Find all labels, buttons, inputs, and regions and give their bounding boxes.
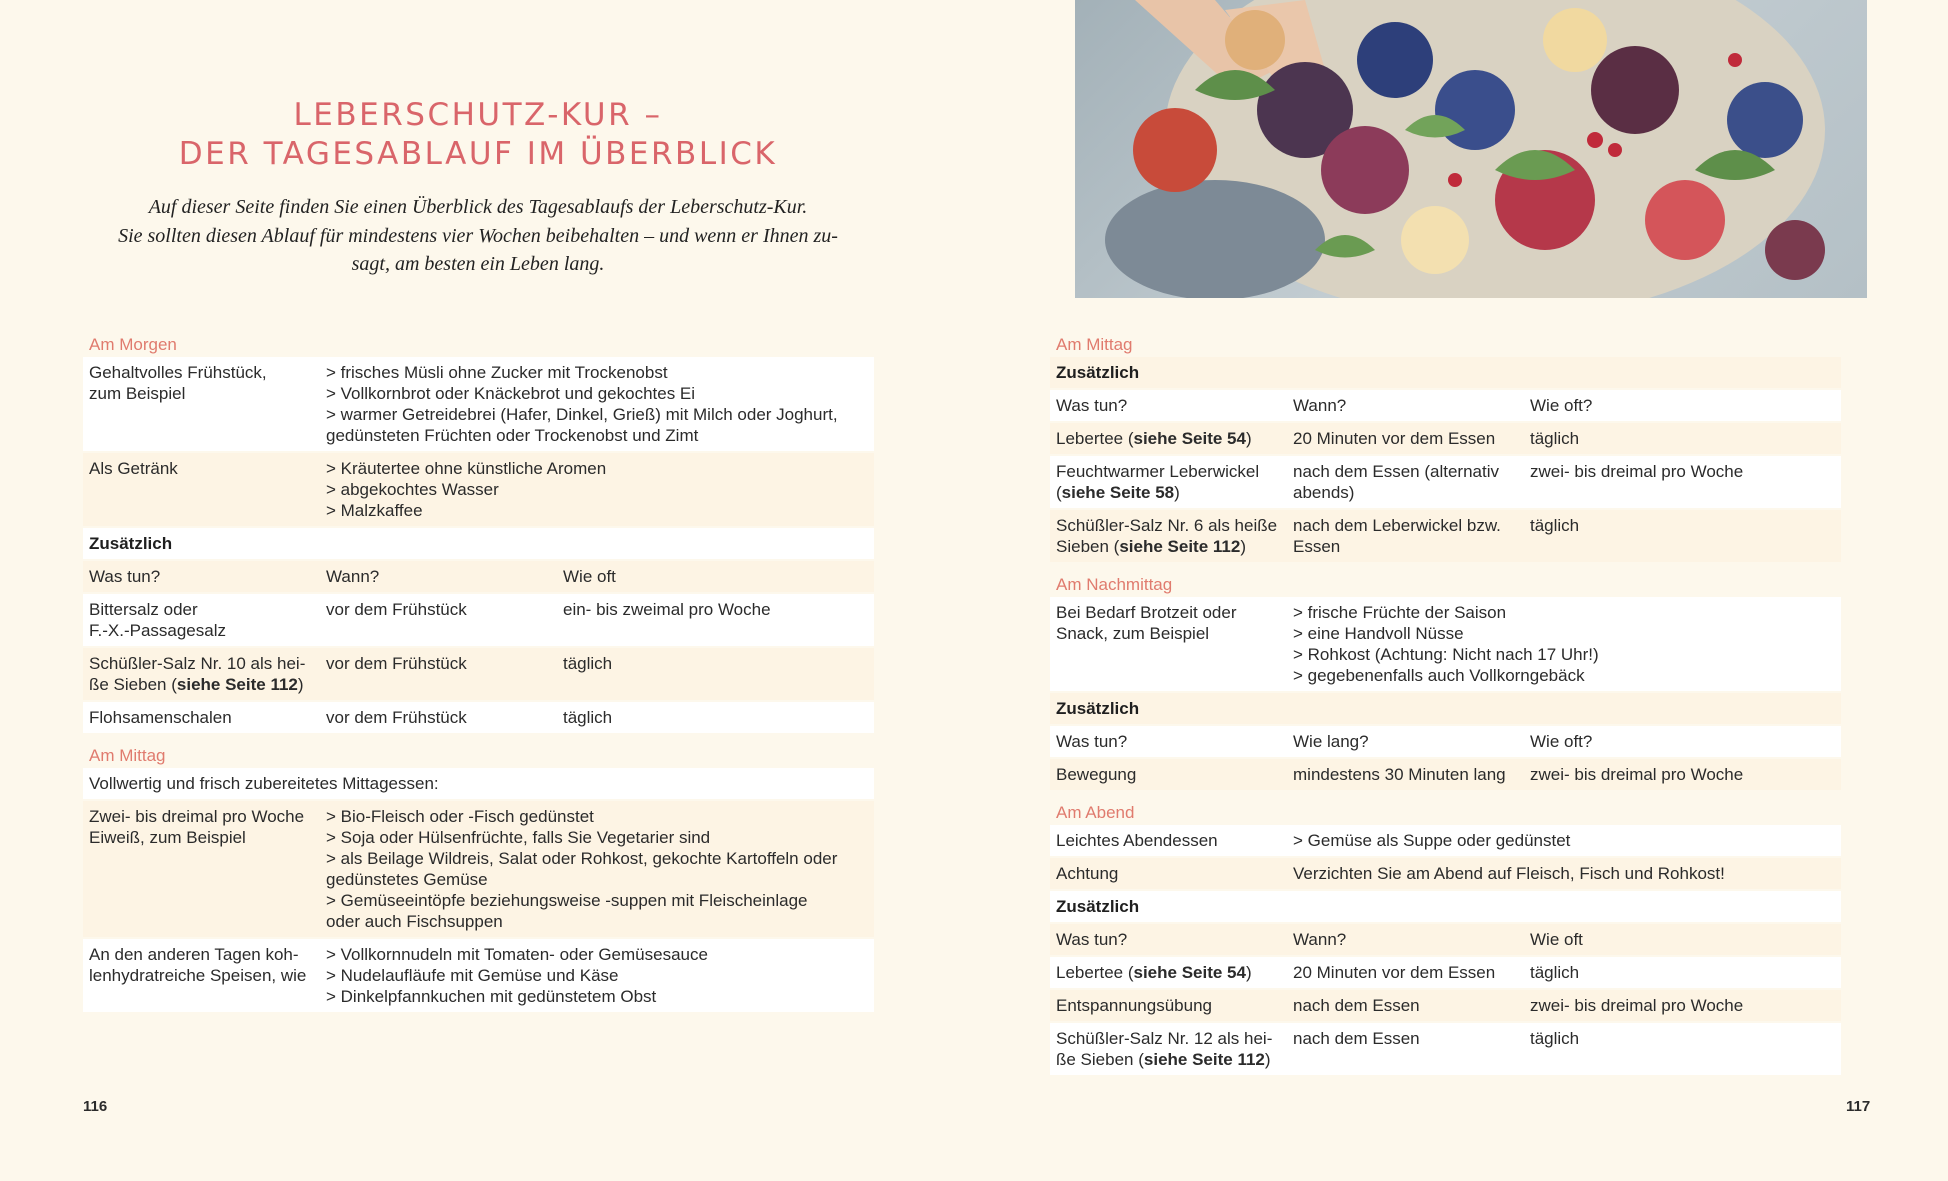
row-frequency: zwei- bis dreimal pro Woche — [1530, 765, 1744, 784]
table-header — [83, 561, 874, 592]
row-label: Flohsamenschalen — [89, 708, 232, 727]
intro-text — [88, 193, 868, 279]
noon-note — [83, 768, 874, 799]
list-item: > Malzkaffee — [326, 501, 423, 520]
page-reference: siehe Seite 54 — [1133, 963, 1246, 982]
attention-row — [1050, 858, 1841, 889]
snack-label-2: Snack, zum Beispiel — [1056, 624, 1210, 643]
row-label: Schüßler-Salz Nr. 6 als heiße — [1056, 516, 1278, 535]
row-duration: mindestens 30 Minuten lang — [1293, 765, 1506, 784]
table-row — [83, 648, 874, 700]
row-when: nach dem Essen (alternativ — [1293, 462, 1499, 481]
table-row — [83, 702, 874, 733]
left-schedule — [83, 332, 874, 1014]
title-line-1: LEBERSCHUTZ-KUR – — [293, 97, 663, 133]
protein-row — [83, 801, 874, 937]
row-label-end: ) — [1174, 483, 1180, 502]
row-when-2: Essen — [1293, 537, 1341, 556]
list-item: > eine Handvoll Nüsse — [1293, 624, 1464, 643]
table-row — [1050, 510, 1841, 562]
column-header: Was tun? — [1056, 396, 1128, 415]
list-item: > Vollkornnudeln mit Tomaten- oder Gemüsesauce — [326, 945, 708, 964]
carb-row — [83, 939, 874, 1012]
page-title — [83, 96, 873, 174]
row-label-end: ) — [1240, 537, 1246, 556]
row-when-2: abends) — [1293, 483, 1355, 502]
column-header: Was tun? — [1056, 732, 1128, 751]
column-header: Wie lang? — [1293, 732, 1369, 751]
row-frequency: täglich — [1530, 963, 1580, 982]
intro-line-1: Auf dieser Seite finden Sie einen Überblick des Tagesablaufs der Leberschutz-Kur. — [148, 196, 808, 218]
note-text: Vollwertig und frisch zubereitetes Mittagessen: — [89, 774, 439, 793]
table-row — [1050, 759, 1841, 790]
fruit-platter-photo — [1075, 0, 1867, 298]
column-header: Was tun? — [1056, 930, 1128, 949]
heading-noon-right: Am Mittag — [1056, 335, 1133, 354]
list-item: oder auch Fischsuppen — [326, 912, 503, 931]
table-row — [83, 594, 874, 646]
drink-label: Als Getränk — [89, 459, 178, 478]
right-schedule — [1050, 332, 1841, 1077]
row-label: Lebertee ( — [1056, 429, 1134, 448]
table-row — [1050, 423, 1841, 454]
row-label: Bittersalz oder — [89, 600, 198, 619]
row-frequency: täglich — [563, 708, 613, 727]
row-frequency: täglich — [563, 654, 613, 673]
carb-label: An den anderen Tagen koh- — [89, 945, 299, 964]
row-label-end: ) — [297, 675, 304, 694]
heading-noon: Am Mittag — [89, 746, 166, 765]
list-item: > Kräutertee ohne künstliche Aromen — [326, 459, 607, 478]
row-frequency: ein- bis zweimal pro Woche — [563, 600, 771, 619]
row-label: Bewegung — [1056, 765, 1137, 784]
protein-label: Zwei- bis dreimal pro Woche — [89, 807, 305, 826]
row-label-end: ) — [1264, 1050, 1271, 1069]
dinner-value: > Gemüse als Suppe oder gedünstet — [1293, 831, 1571, 850]
list-item: gedünstetes Gemüse — [326, 870, 488, 889]
list-item: > Dinkelpfannkuchen mit gedünstetem Obst — [326, 987, 657, 1006]
row-label-start: ( — [1056, 483, 1062, 502]
row-label-2: F.-X.-Passagesalz — [89, 621, 226, 640]
breakfast-row — [83, 357, 874, 451]
list-item: gedünsteten Früchten oder Trockenobst und Zimt — [326, 426, 699, 445]
list-item: > Soja oder Hülsenfrüchte, falls Sie Vegetarier sind — [326, 828, 711, 847]
row-when: 20 Minuten vor dem Essen — [1293, 429, 1496, 448]
heading-evening: Am Abend — [1056, 803, 1135, 822]
intro-line-3: sagt, am besten ein Leben lang. — [351, 253, 605, 275]
list-item: > als Beilage Wildreis, Salat oder Rohkost, gekochte Kartoffeln oder — [326, 849, 838, 868]
row-label: Lebertee ( — [1056, 963, 1134, 982]
extra-heading: Zusätzlich — [1050, 891, 1841, 922]
row-frequency: zwei- bis dreimal pro Woche — [1530, 462, 1744, 481]
column-header: Was tun? — [89, 567, 161, 586]
table-row — [1050, 990, 1841, 1021]
list-item: > gegebenenfalls auch Vollkorngebäck — [1293, 666, 1585, 685]
row-when: vor dem Frühstück — [326, 654, 467, 673]
page-reference: siehe Seite 112 — [176, 675, 298, 694]
list-item: > frisches Müsli ohne Zucker mit Trockenobst — [326, 363, 668, 382]
title-line-2: DER TAGESABLAUF IM ÜBERBLICK — [178, 136, 778, 172]
page-number: 117 — [1846, 1098, 1871, 1115]
column-header: Wie oft — [1530, 930, 1583, 949]
snack-label: Bei Bedarf Brotzeit oder — [1056, 603, 1237, 622]
column-header: Wie oft? — [1530, 732, 1593, 751]
extra-heading: Zusätzlich — [1050, 693, 1841, 724]
heading-afternoon: Am Nachmittag — [1056, 575, 1173, 594]
row-label: Entspannungsübung — [1056, 996, 1212, 1015]
list-item: > Vollkornbrot oder Knäckebrot und gekochtes Ei — [326, 384, 696, 403]
row-when: vor dem Frühstück — [326, 600, 467, 619]
page-reference: siehe Seite 112 — [1143, 1050, 1265, 1069]
snack-row — [1050, 597, 1841, 691]
row-label-end: ) — [1245, 963, 1252, 982]
row-label-2: ße Sieben ( — [89, 675, 177, 694]
page-number: 116 — [83, 1098, 108, 1115]
list-item: > Bio-Fleisch oder -Fisch gedünstet — [326, 807, 594, 826]
row-when: 20 Minuten vor dem Essen — [1293, 963, 1496, 982]
column-header: Wie oft? — [1530, 396, 1593, 415]
row-when: nach dem Essen — [1293, 996, 1420, 1015]
dinner-row — [1050, 825, 1841, 856]
page-reference: siehe Seite 58 — [1061, 483, 1175, 502]
row-when: vor dem Frühstück — [326, 708, 467, 727]
protein-label-2: Eiweiß, zum Beispiel — [89, 828, 246, 847]
page-reference: siehe Seite 112 — [1119, 537, 1241, 556]
drink-row — [83, 453, 874, 526]
table-header — [1050, 726, 1841, 757]
list-item: > Nudelaufläufe mit Gemüse und Käse — [326, 966, 619, 985]
list-item: > frische Früchte der Saison — [1293, 603, 1507, 622]
row-label: Schüßler-Salz Nr. 10 als hei- — [89, 654, 306, 673]
breakfast-label-2: zum Beispiel — [89, 384, 186, 403]
column-header: Wie oft — [563, 567, 616, 586]
list-item: > Gemüseeintöpfe beziehungsweise -suppen mit Fleischeinlage — [326, 891, 808, 910]
list-item: > abgekochtes Wasser — [326, 480, 499, 499]
heading-morning: Am Morgen — [89, 335, 177, 354]
column-header: Wann? — [326, 567, 380, 586]
column-header: Wann? — [1293, 396, 1347, 415]
extra-heading: Zusätzlich — [83, 528, 874, 559]
table-row — [1050, 1023, 1841, 1075]
list-item: > warmer Getreidebrei (Hafer, Dinkel, Grieß) mit Milch oder Joghurt, — [326, 405, 838, 424]
row-when: nach dem Essen — [1293, 1029, 1420, 1048]
row-frequency: täglich — [1530, 429, 1580, 448]
row-frequency: täglich — [1530, 516, 1580, 535]
breakfast-label: Gehaltvolles Frühstück, — [89, 363, 267, 382]
table-header — [1050, 390, 1841, 421]
attention-value: Verzichten Sie am Abend auf Fleisch, Fisch und Rohkost! — [1293, 864, 1725, 883]
row-label: Feuchtwarmer Leberwickel — [1056, 462, 1260, 481]
table-row — [1050, 456, 1841, 508]
row-frequency: zwei- bis dreimal pro Woche — [1530, 996, 1744, 1015]
list-item: > Rohkost (Achtung: Nicht nach 17 Uhr!) — [1293, 645, 1599, 664]
table-row — [1050, 957, 1841, 988]
row-frequency: täglich — [1530, 1029, 1580, 1048]
dinner-label: Leichtes Abendessen — [1056, 831, 1218, 850]
row-when: nach dem Leberwickel bzw. — [1293, 516, 1501, 535]
fruit-illustration — [1075, 0, 1867, 298]
attention-label: Achtung — [1056, 864, 1119, 883]
column-header: Wann? — [1293, 930, 1347, 949]
intro-line-2: Sie sollten diesen Ablauf für mindestens vier Wochen beibehalten – und wenn er Ihnen zu- — [118, 224, 838, 247]
right-page — [974, 0, 1948, 1181]
extra-heading: Zusätzlich — [1050, 357, 1841, 388]
page-reference: siehe Seite 54 — [1133, 429, 1246, 448]
row-label-end: ) — [1245, 429, 1252, 448]
row-label-2: ße Sieben ( — [1056, 1050, 1144, 1069]
row-label: Schüßler-Salz Nr. 12 als hei- — [1056, 1029, 1273, 1048]
table-header — [1050, 924, 1841, 955]
row-label-2: Sieben ( — [1056, 537, 1120, 556]
carb-label-2: lenhydratreiche Speisen, wie — [89, 966, 307, 985]
